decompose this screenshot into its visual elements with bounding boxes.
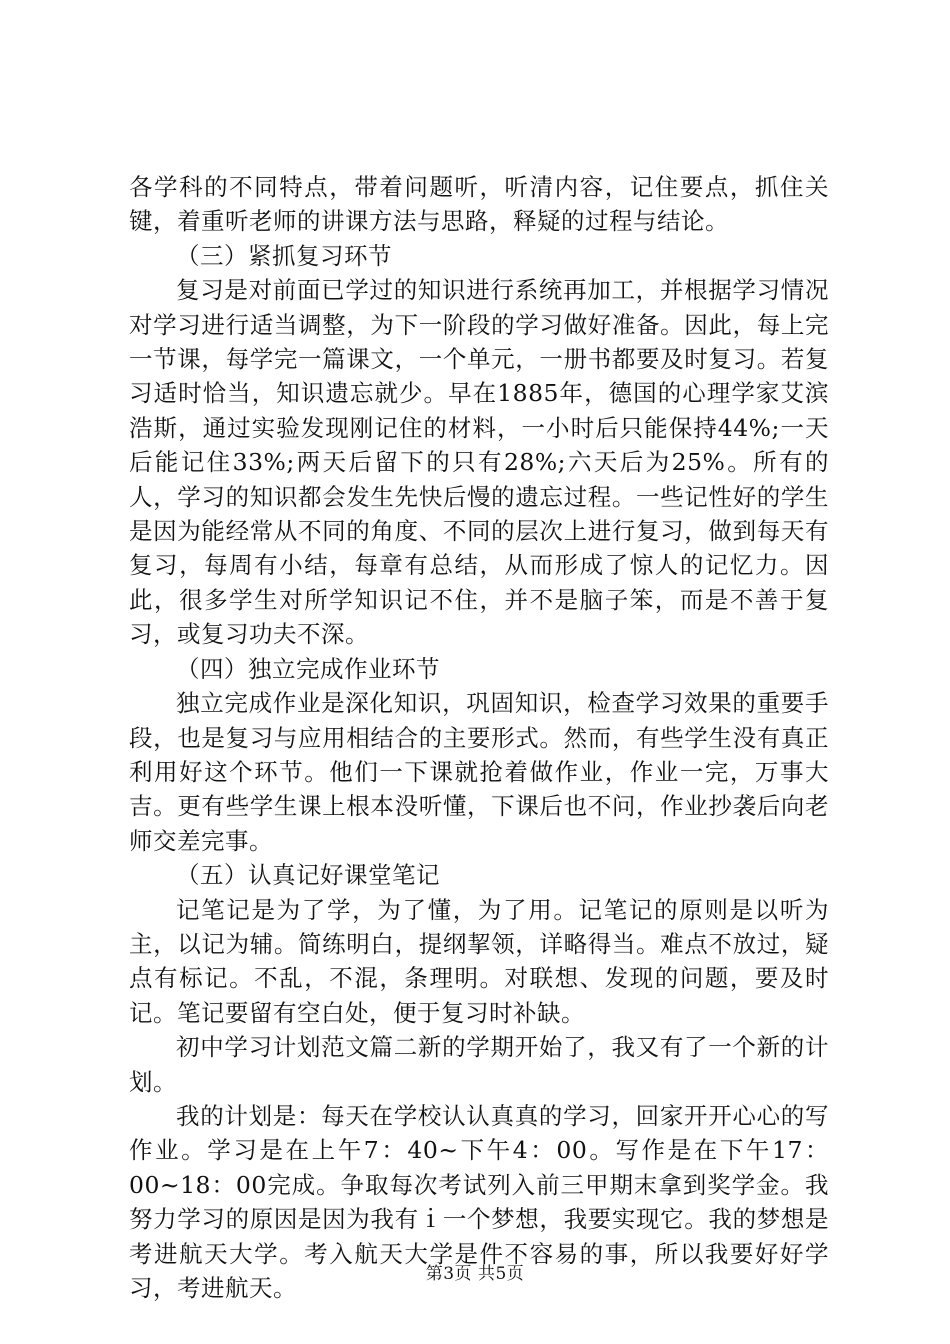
- paragraph-notes: 记笔记是为了学，为了懂，为了用。记笔记的原则是以听为主，以记为辅。简练明白，提纲挈领，详略得当。难点不放过，疑点有标记。不乱，不混，条理明。对联想、发现的问题，要及时记。笔记要留有空白处，便于复习时补缺。: [129, 895, 829, 1027]
- page-footer: 第3页 共5页: [425, 1264, 525, 1284]
- paragraph-review: 复习是对前面已学过的知识进行系统再加工，并根据学习情况对学习进行适当调整，为下一阶段的学习做好准备。因此，每上完一节课，每学完一篇课文，一个单元，一册书都要及时复习。若复习适时恰当，知识遗忘就少。早在1885年，德国的心理学家艾滨浩斯，通过实验发现刚记住的材料，一小时后只能保持44%;一天后能记住33%;两天后留下的只有28%;六天后为25%。所有的人，学习的知识都会发生先快后慢的遗忘过程。一些记性好的学生是因为能经常从不同的角度、不同的层次上进行复习，做到每天有复习，每周有小结，每章有总结，从而形成了惊人的记忆力。因此，很多学生对所学知识记不住，并不是脑子笨，而是不善于复习，或复习功夫不深。: [129, 276, 829, 649]
- section-heading-notes: （五）认真记好课堂笔记: [176, 861, 440, 890]
- document-body: [129, 170, 829, 1305]
- paragraph-homework: 独立完成作业是深化知识，巩固知识，检查学习效果的重要手段，也是复习与应用相结合的主要形式。然而，有些学生没有真正利用好这个环节。他们一下课就抢着做作业，作业一完，万事大吉。更有些学生课上根本没听懂，下课后也不问，作业抄袭后向老师交差完事。: [129, 689, 829, 855]
- section-heading-review: （三）紧抓复习环节: [176, 241, 392, 270]
- paragraph-continuation: 各学科的不同特点，带着问题听，听清内容，记住要点，抓住关键，着重听老师的讲课方法与思路，释疑的过程与结论。: [129, 173, 829, 236]
- section-heading-homework: （四）独立完成作业环节: [176, 654, 440, 683]
- paragraph-plan-intro: 初中学习计划范文篇二新的学期开始了，我又有了一个新的计划。: [129, 1033, 829, 1096]
- paragraph-plan-detail: 我的计划是：每天在学校认认真真的学习，回家开开心心的写作业。学习是在上午7：40~下午4：00。写作是在下午17：00~18：00完成。争取每次考试列入前三甲期末拿到奖学金。我努力学习的原因是因为我有ｉ一个梦想，我要实现它。我的梦想是考进航天大学。考入航天大学是件不容易的事，所以我要好好学习，考进航天。: [129, 1101, 829, 1302]
